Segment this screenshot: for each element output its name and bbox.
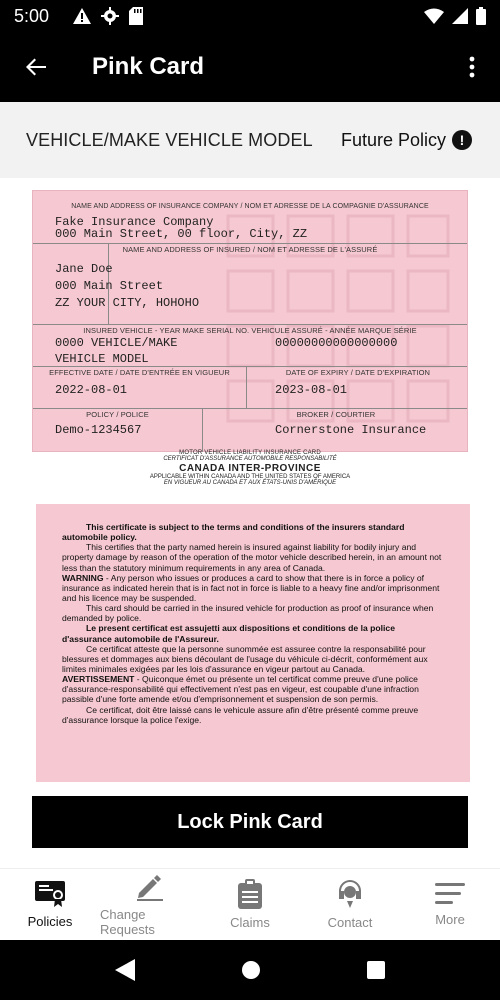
policy-number: Demo-1234567 [55, 423, 142, 437]
arrow-left-icon [24, 55, 48, 79]
terms-p3 [62, 573, 444, 603]
broker-label: BROKER / COURTIER [296, 410, 376, 419]
page-title: Pink Card [92, 53, 205, 80]
nav-contact[interactable] [300, 869, 400, 940]
terms-p8: Ce certificat, doit être laissé cans le vehicule assure afin d'être présenté comme preuve d'assurance lorsque la police l'exige. [62, 704, 419, 725]
vehicle-section [33, 325, 467, 367]
recents-square-icon[interactable] [367, 961, 385, 979]
insurer-label: NAME AND ADDRESS OF INSURANCE COMPANY / NOM ET ADRESSE DE LA COMPAGNIE D'ASSURANCE [71, 203, 429, 210]
nav-change-requests[interactable] [100, 869, 200, 940]
lock-pink-card-button[interactable]: Lock Pink Card [32, 796, 468, 848]
expiry-label: DATE OF EXPIRY / DATE D'EXPIRATION [285, 368, 431, 377]
terms-p2: This certifies that the party named herein is insured against liability for bodily injury and property damage by reason of the operation of the motor vehicle described herein, in an amount not less than the statutory minimum requirements in any area of Canada. [62, 542, 442, 573]
terms-p6: Ce certificat atteste que la personne sunommée est assuree contre la responsabilité pour blessures et dommages aux biens découlant de l'usage du véhicule ci-décrit, conformément aux limites minimales exigées par les lois d'assurance en vigeur partout au Canada. [62, 643, 428, 674]
policy-status-label: Future Policy [340, 129, 446, 150]
terms-p5: Le present certificat est assujetti aux dispositions et conditions de la police d'assurance automobile de l'Assureur. [62, 623, 395, 644]
nav-policies[interactable] [0, 869, 100, 940]
insurer-address: 000 Main Street, 00 floor, City, ZZ [55, 227, 308, 241]
vehicle-header [0, 102, 500, 178]
nav-more[interactable] [400, 869, 500, 940]
policy-label: POLICY / POLICE [86, 410, 149, 419]
status-time: 5:00 [14, 5, 50, 26]
clipboard-icon [237, 879, 263, 909]
vehicle-serial: 00000000000000000 [275, 336, 398, 350]
card-footer-line4: APPLICABLE WITHIN CANADA AND THE UNITED STATES OF AMERICA [149, 474, 351, 480]
system-nav-bar [0, 940, 500, 1000]
broker-cell [203, 409, 469, 452]
broker-name: Cornerstone Insurance [275, 423, 427, 437]
card-footer-line1: MOTOR VEHICLE LIABILITY INSURANCE CARD [179, 450, 321, 456]
effective-label: EFFECTIVE DATE / DATE D'ENTRÉE EN VIGUEUR [49, 368, 230, 377]
terms-p4: This card should be carried in the insured vehicle for production as proof of insurance when demanded by police. [62, 603, 434, 624]
nav-claims[interactable] [200, 869, 300, 940]
status-right [424, 7, 486, 25]
vehicle-name: VEHICLE/MAKE VEHICLE MODEL [26, 129, 313, 150]
nav-more-label: More [435, 912, 465, 927]
insured-city: ZZ YOUR CITY, HOHOHO [55, 296, 200, 310]
sd-card-icon [129, 7, 143, 25]
card-footer [32, 450, 468, 486]
pink-card [32, 190, 468, 452]
insurer-section [33, 191, 467, 244]
nav-claims-label: Claims [230, 915, 270, 930]
policy-certificate-icon [34, 880, 66, 908]
expiry-cell [247, 367, 469, 408]
vehicle-model: VEHICLE MODEL [55, 352, 149, 366]
settings-gear-icon [101, 7, 119, 25]
headset-icon [336, 879, 364, 909]
back-button[interactable] [0, 32, 72, 102]
dates-section [33, 367, 467, 409]
policy-cell [33, 409, 203, 452]
battery-icon [476, 7, 486, 25]
nav-contact-label: Contact [327, 915, 373, 930]
home-circle-icon[interactable] [241, 960, 261, 980]
warning-icon [73, 8, 91, 24]
back-triangle-icon[interactable] [115, 959, 135, 981]
terms-p1: This certificate is subject to the terms and conditions of the insurers standard automobile policy. [62, 522, 405, 543]
terms-p3-bold: WARNING [62, 572, 104, 583]
terms-p7-bold: AVERTISSEMENT [62, 674, 135, 685]
vehicle-label: INSURED VEHICLE - YEAR MAKE SERIAL NO. VEHICULE ASSURÉ - ANNÉE MARQUE SÉRIE [83, 326, 417, 335]
terms-p7 [62, 674, 444, 704]
more-vertical-icon [469, 56, 475, 78]
effective-date: 2022-08-01 [55, 383, 128, 397]
info-icon[interactable]: ! [452, 130, 472, 150]
card-footer-line2: CERTIFICAT D'ASSURANCE AUTOMOBILE RESPONSABILITÉ [163, 456, 337, 462]
insurer-name: Fake Insurance Company [55, 215, 214, 229]
effective-cell [33, 367, 247, 408]
policy-status[interactable] [341, 130, 472, 151]
signal-icon [452, 8, 468, 24]
nav-policies-label: Policies [27, 914, 73, 929]
status-left [14, 6, 143, 27]
menu-lines-icon [435, 882, 465, 906]
terms-p3-text: - Any person who issues or produces a card to show that there is in force a policy of insurance as indicated herein that is in fact not in force is liable to a heavy fine and/or imprisonment and his licence may be suspended. [62, 572, 440, 603]
insured-section [33, 244, 467, 325]
vehicle-make: 0000 VEHICLE/MAKE [55, 336, 178, 350]
terms-section [36, 504, 470, 782]
terms-p7-text: - Quiconque émet ou présente un tel certificat comme preuve d'une police d'assurance-responsabilité qui effectivement n'est pas en vigeur, est coupable d'une infraction passible d'une forte amende et/ou d'emprisonnement et suspension de son permis. [62, 674, 419, 705]
wifi-icon [424, 8, 444, 24]
insured-street: 000 Main Street [55, 279, 164, 293]
insured-label: NAME AND ADDRESS OF INSURED / NOM ET ADRESSE DE L'ASSURÉ [122, 245, 378, 254]
overflow-menu-button[interactable] [444, 32, 500, 102]
policy-section [33, 409, 467, 452]
nav-change-requests-label: Change Requests [100, 906, 155, 937]
pencil-icon [135, 873, 165, 901]
insured-name: Jane Doe [55, 262, 113, 276]
bottom-nav [0, 868, 500, 940]
status-bar [0, 0, 500, 32]
card-footer-line5: EN VIGUEUR AU CANADA ET AUX ÉTATS-UNIS D'AMÉRIQUE [163, 480, 337, 486]
expiry-date: 2023-08-01 [275, 383, 348, 397]
card-footer-line3: CANADA INTER-PROVINCE [179, 463, 321, 474]
app-bar [0, 32, 500, 102]
